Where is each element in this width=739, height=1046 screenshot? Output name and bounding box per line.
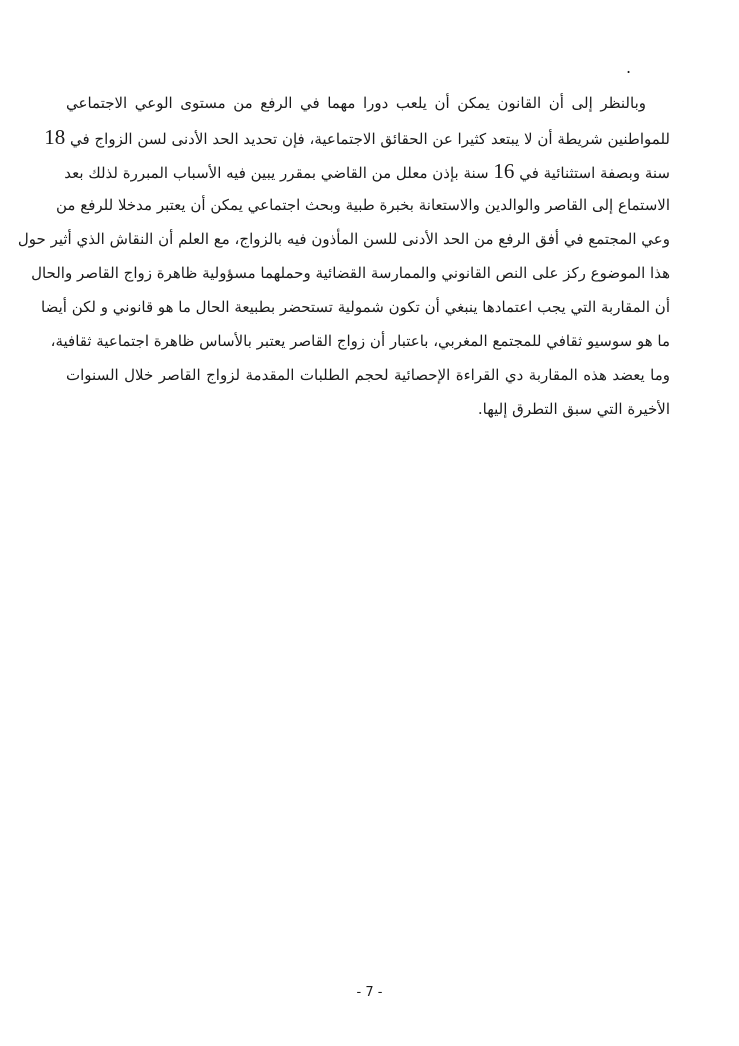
line-3-text-end: سنة بإذن معلل من القاضي بمقرر يبين فيه الأسباب المبررة لذلك بعد bbox=[64, 164, 489, 182]
paragraph-line-5: وعي المجتمع في أفق الرفع من الحد الأدنى للسن المأذون فيه بالزواج، مع العلم أن النقاش الذي أثير حول bbox=[17, 230, 670, 248]
paragraph-line-6: هذا الموضوع ركز على النص القانوني والممارسة القضائية وحملهما مسؤولية ظاهرة زواج القاصر والحال bbox=[31, 264, 670, 282]
paragraph-line-1: وبالنظر إلى أن القانون يمكن أن يلعب دورا مهما في الرفع من مستوى الوعي الاجتماعي bbox=[66, 94, 646, 112]
body-paragraph bbox=[17, 86, 670, 426]
paragraph-line-3 bbox=[66, 154, 670, 188]
paragraph-line-10: الأخيرة التي سبق التطرق إليها. bbox=[477, 400, 670, 418]
stray-mark: . bbox=[626, 58, 632, 77]
paragraph-line-7: أن المقاربة التي يجب اعتمادها ينبغي أن تكون شمولية تستحضر بطبيعة الحال ما هو قانوني و لكن أيضا bbox=[41, 298, 670, 316]
line-2-text: للمواطنين شريطة أن لا يبتعد كثيرا عن الحقائق الاجتماعية، فإن تحديد الحد الأدنى لسن الزواج في bbox=[70, 130, 670, 148]
paragraph-line-8: ما هو سوسيو ثقافي للمجتمع المغربي، باعتبار أن زواج القاصر يعتبر بالأساس ظاهرة اجتماعية ثقافية، bbox=[50, 332, 670, 350]
age-number-16: 16 bbox=[493, 159, 515, 183]
age-number-18: 18 bbox=[44, 125, 66, 149]
line-3-text-start: سنة وبصفة استثنائية في bbox=[519, 164, 670, 182]
page-number: - 7 - bbox=[356, 985, 383, 1000]
paragraph-line-4: الاستماع إلى القاصر والوالدين والاستعانة بخبرة طبية وبحث اجتماعي يمكن أن يعتبر مدخلا للرفع من bbox=[56, 196, 670, 214]
paragraph-line-9: وما يعضد هذه المقاربة دي القراءة الإحصائية لحجم الطلبات المقدمة لزواج القاصر خلال السنوات bbox=[66, 366, 670, 384]
paragraph-line-2 bbox=[44, 120, 670, 154]
